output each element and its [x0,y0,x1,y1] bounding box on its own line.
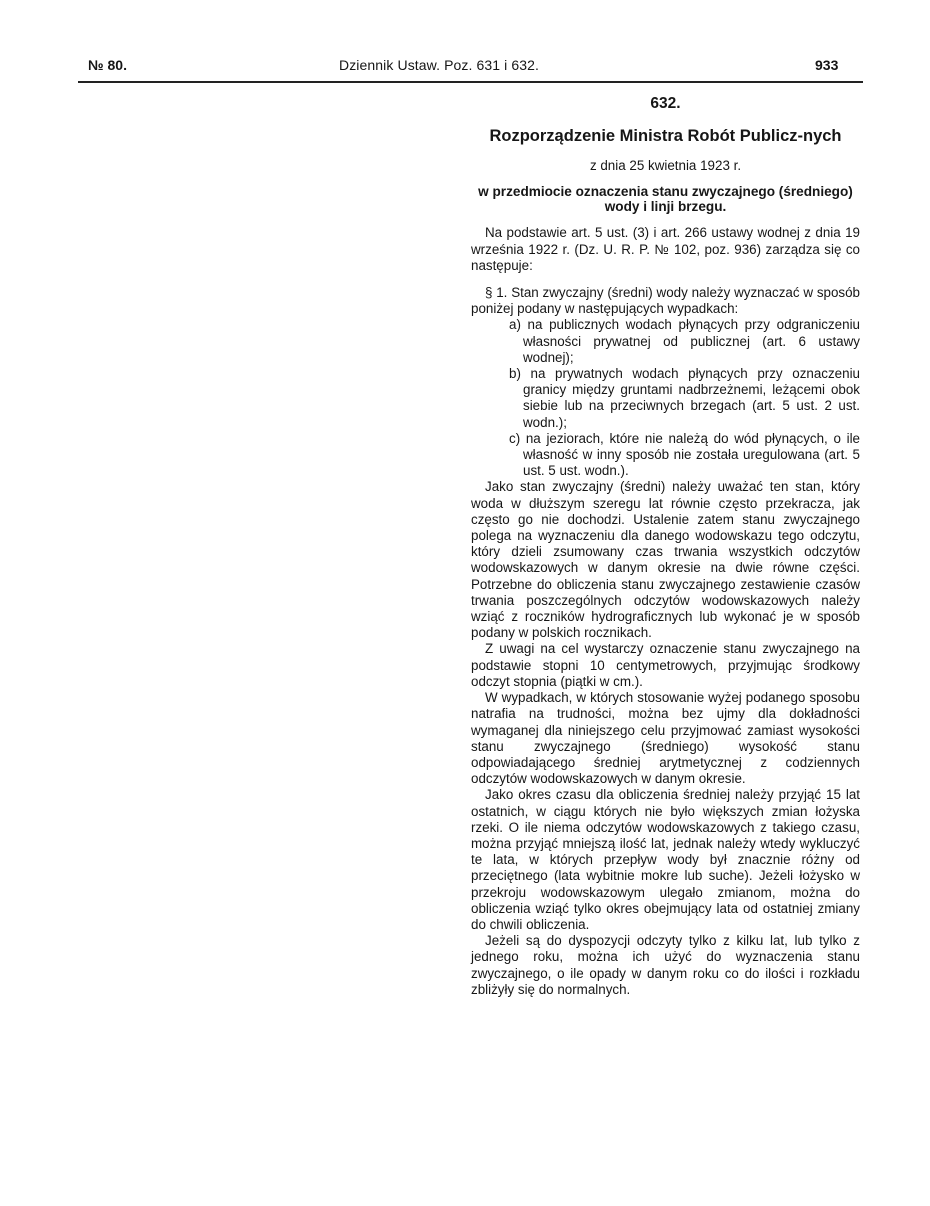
article-number: 632. [650,95,681,112]
list-item-c: c) na jeziorach, które nie należą do wód płynących, o ile własność w inny sposób nie została uregulowana (art. 5 ust. 5 ust. wodn.). [509,430,860,479]
article-title: Rozporządzenie Ministra Robót Publicz-nych [489,127,842,146]
paragraph-5: Jeżeli są do dyspozycji odczyty tylko z kilku lat, lub tylko z jednego roku, można ich użyć do wyznaczenia stanu zwyczajnego, o ile opady w danym roku co do ilości i rozkładu zbliżyły się do normalnych. [471,933,860,997]
paragraph-1: Jako stan zwyczajny (średni) należy uważać ten stan, który woda w dłuższym szeregu lat równie często przekracza, jak często go nie dochodzi. Ustalenie zatem stanu zwyczajnego polega na wyznaczeniu dla danego wodowskazu tego odczytu, który dzieli zsumowany czas trwania wszystkich odczytów wodowskazowych w danym okresie na dwie równe części. Potrzebne do obliczenia stanu zwyczajnego zestawienie czasów trwania poszczególnych odczytów wodowskazowych należy wziąć z roczników hydrograficznych lub wykonać je w sposób podany w polskich rocznikach. [471,479,860,641]
list-item-a: a) na publicznych wodach płynących przy odgraniczeniu własności prywatnej od publicznej (art. 6 ustawy wodnej); [509,317,860,365]
paragraph-3: W wypadkach, w których stosowanie wyżej podanego sposobu natrafia na trudności, można bez ujmy dla dokładności wymaganej dla niniejszego celu przyjmować zamiast wysokości stanu zwyczajnego (średniego) wysokość stanu odpowiadającego średniej arytmetycznej z codziennych odczytów wodowskazowych w danym okresie. [471,690,860,787]
paragraph-4: Jako okres czasu dla obliczenia średniej należy przyjąć 15 lat ostatnich, w ciągu których nie było większych zmian łożyska rzeki. O ile niema odczytów wodowskazowych z takiego czasu, można przyjąć mniejszą ilość lat, jednak należy wtedy wykluczyć te lata, w których przepływ wody był znacznie różny od przeciętnego (lata wybitnie mokre lub suche). Jeżeli łożysko w przekroju wodowskazowym ulegało zmianom, można do obliczenia wziąć tylko okres obejmujący lata od ostatniej zmiany do chwili obliczenia. [471,787,860,932]
article-column [471,92,860,1192]
issue-number: № 80. [88,57,127,73]
article-subject: w przedmiocie oznaczenia stanu zwyczajnego (średniego) wody i linji brzegu. [478,184,853,215]
paragraph-2: Z uwagi na cel wystarczy oznaczenie stanu zwyczajnego na podstawie stopni 10 centymetrowych, przyjmując środkowy odczyt stopnia (piątki w cm.). [471,641,860,689]
intro-paragraph: Na podstawie art. 5 ust. (3) i art. 266 ustawy wodnej z dnia 19 września 1922 r. (Dz. U. R. P. № 102, poz. 936) zarządza się co następuje: [471,225,860,273]
journal-title: Dziennik Ustaw. Poz. 631 i 632. [339,57,539,73]
page-number: 933 [815,57,839,73]
section-1: § 1. Stan zwyczajny (średni) wody należy wyznaczać w sposób poniżej podany w następujących wypadkach: [471,285,860,317]
list-item-b: b) na prywatnych wodach płynących przy oznaczeniu granicy między gruntami nadbrzeżnemi, leżącemi obok siebie lub na przeciwnych brzegach (art. 5 ust. 2 ust. wodn.); [509,366,860,430]
page-header [0,0,930,90]
article-date: z dnia 25 kwietnia 1923 r. [589,158,742,174]
header-rule [78,81,863,83]
